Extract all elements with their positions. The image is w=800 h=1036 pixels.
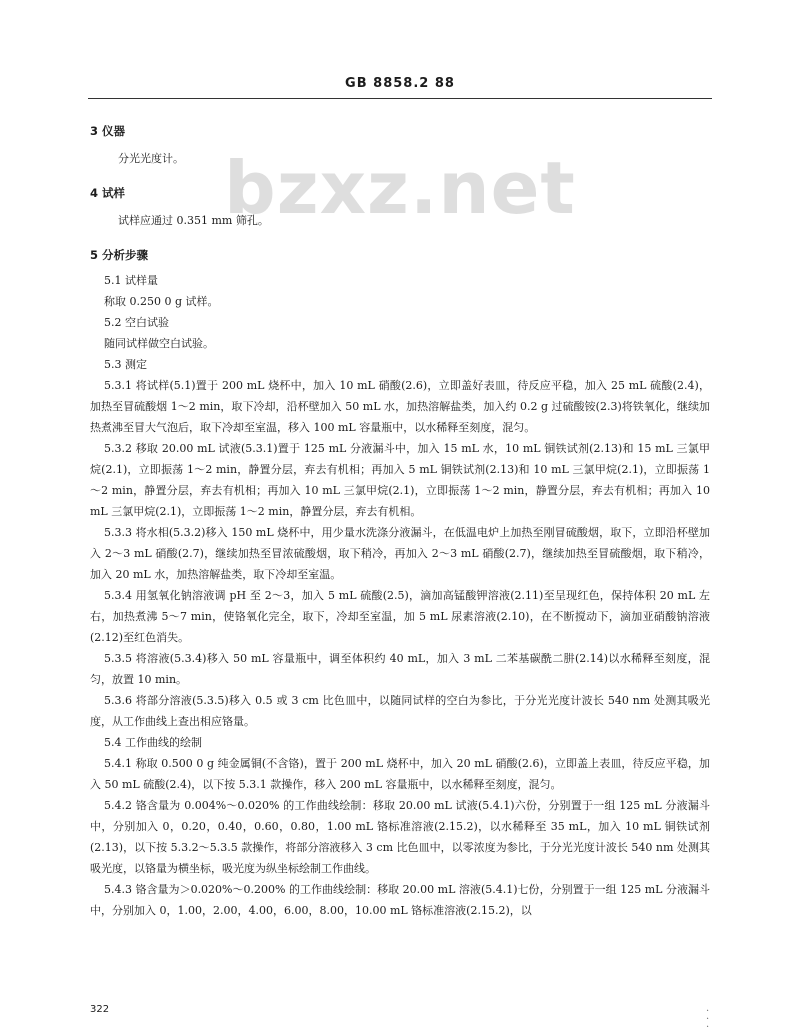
page-edge-marks: · · · (706, 1006, 710, 1033)
paragraph-5-4-2: 5.4.2 铬含量为 0.004%～0.020% 的工作曲线绘制：移取 20.00 mL 试液(5.4.1)六份，分别置于一组 125 mL 分液漏斗中，分别加入 0，0.20，0.40，0.60，0.80，1.00 mL 铬标准溶液(2.15.2)，以水稀释至 35 mL，加入 10 mL 铜铁试剂(2.13)，以下按 5.3.2～5.3.5 款操作，将部分溶液移入 3 cm 比色皿中，以零浓度为参比，于分光光度计波长 540 nm 处测其吸光度，以铬量为横坐标，吸光度为纵坐标绘制工作曲线。 (90, 799, 710, 875)
section-5-1-title: 5.1 试样量 (104, 274, 158, 287)
section-5-4-title: 5.4 工作曲线的绘制 (104, 736, 202, 749)
paragraph-5-3-4: 5.3.4 用氢氧化钠溶液调 pH 至 2～3，加入 5 mL 硫酸(2.5)，滴加高锰酸钾溶液(2.11)至呈现红色，保持体积 20 mL 左右，加热煮沸 5～7 min，使铬氧化完全，取下，冷却至室温，加 5 mL 尿素溶液(2.10)，在不断搅动下，滴加亚硝酸钠溶液(2.12)至红色消失。 (90, 589, 710, 644)
section-3-heading: 3 仪器 (90, 124, 126, 138)
section-5-heading: 5 分析步骤 (90, 248, 149, 262)
page-body (90, 116, 710, 921)
section-5-1-body: 称取 0.250 0 g 试样。 (104, 295, 219, 308)
paragraph-5-3-2: 5.3.2 移取 20.00 mL 试液(5.3.1)置于 125 mL 分液漏斗中，加入 15 mL 水，10 mL 铜铁试剂(2.13)和 15 mL 三氯甲烷(2.1)，立即振荡 1～2 min，静置分层，弃去有机相；再加入 5 mL 铜铁试剂(2.13)和 10 mL 三氯甲烷(2.1)，立即振荡 1～2 min，静置分层，弃去有机相；再加入 10 mL 三氯甲烷(2.1)，立即振荡 1～2 min，静置分层，弃去有机相；再加入 10 mL 三氯甲烷(2.1)，立即振荡 1～2 min，静置分层，弃去有机相。 (90, 442, 710, 518)
paragraph-5-3-3: 5.3.3 将水相(5.3.2)移入 150 mL 烧杯中，用少量水洗涤分液漏斗，在低温电炉上加热至刚冒硫酸烟，取下，立即沿杯壁加入 2～3 mL 硝酸(2.7)，继续加热至冒浓硫酸烟，取下稍冷，再加入 2～3 mL 硝酸(2.7)，继续加热至冒硫酸烟，取下稍冷，加入 20 mL 水，加热溶解盐类，取下冷却至室温。 (90, 526, 710, 581)
paragraph-5-4-1: 5.4.1 称取 0.500 0 g 纯金属铜(不含铬)，置于 200 mL 烧杯中，加入 20 mL 硝酸(2.6)，立即盖上表皿，待反应平稳，加入 50 mL 硫酸(2.4)，以下按 5.3.1 款操作，移入 200 mL 容量瓶中，以水稀释至刻度，混匀。 (90, 757, 710, 791)
paragraph-5-3-1: 5.3.1 将试样(5.1)置于 200 mL 烧杯中，加入 10 mL 硝酸(2.6)，立即盖好表皿，待反应平稳，加入 25 mL 硫酸(2.4)，加热至冒硫酸烟 1～2 min，取下冷却，沿杯壁加入 50 mL 水，加热溶解盐类，加入约 0.2 g 过硫酸铵(2.3)将铁氧化，继续加热煮沸至冒大气泡后，取下冷却至室温，移入 100 mL 容量瓶中，以水稀释至刻度，混匀。 (90, 379, 710, 434)
page-number: 322 (90, 1004, 110, 1015)
watermark: bzxz.net (224, 146, 576, 230)
paragraph-5-3-5: 5.3.5 将溶液(5.3.4)移入 50 mL 容量瓶中，调至体积约 40 mL，加入 3 mL 二苯基碳酰二肼(2.14)以水稀释至刻度，混匀，放置 10 min。 (90, 652, 710, 686)
header-rule (88, 98, 712, 99)
section-5-3-title: 5.3 测定 (104, 358, 147, 371)
section-4-body: 试样应通过 0.351 mm 筛孔。 (118, 214, 269, 227)
page-header: GB 8858.2 88 (345, 76, 455, 91)
paragraph-5-4-3: 5.4.3 铬含量为＞0.020%～0.200% 的工作曲线绘制：移取 20.00 mL 溶液(5.4.1)七份，分别置于一组 125 mL 分液漏斗中，分别加入 0，1.00，2.00，4.00，6.00，8.00，10.00 mL 铬标准溶液(2.15.2)，以 (90, 883, 710, 917)
paragraph-5-3-6: 5.3.6 将部分溶液(5.3.5)移入 0.5 或 3 cm 比色皿中，以随同试样的空白为参比，于分光光度计波长 540 nm 处测其吸光度，从工作曲线上查出相应铬量。 (90, 694, 710, 728)
section-3-body: 分光光度计。 (118, 152, 184, 165)
section-5-2-title: 5.2 空白试验 (104, 316, 169, 329)
section-5-2-body: 随同试样做空白试验。 (104, 337, 214, 350)
section-4-heading: 4 试样 (90, 186, 126, 200)
